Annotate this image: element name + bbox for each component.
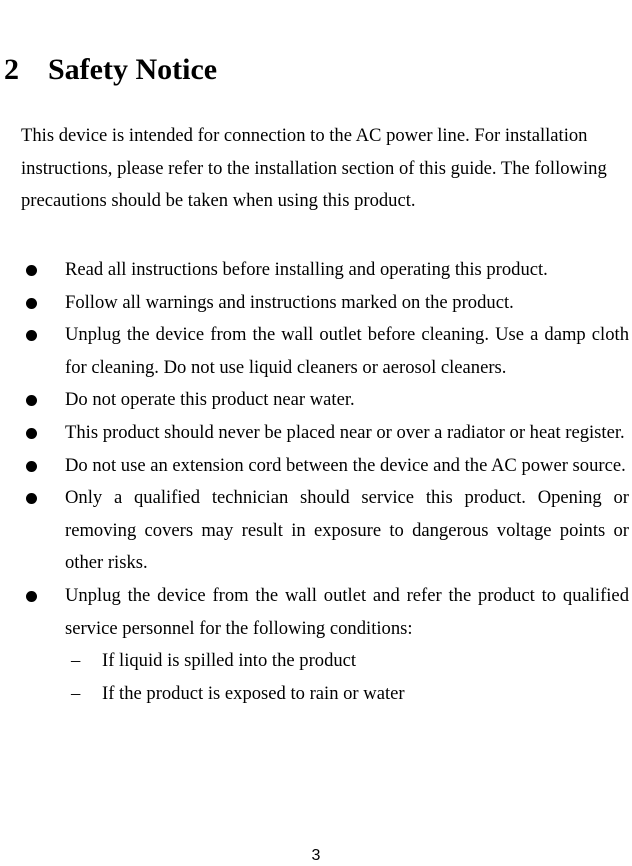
precaution-text: Only a qualified technician should service this product. Opening or removing covers may result in exposure to dangerous voltage points or other risks. — [65, 487, 629, 574]
precautions-list — [0, 254, 632, 710]
precaution-item — [0, 254, 629, 287]
precaution-item — [0, 384, 629, 417]
condition-text: If liquid is spilled into the product — [102, 650, 357, 672]
precaution-text: Unplug the device from the wall outlet and refer the product to qualified service personnel for the following conditions: — [65, 584, 629, 639]
precaution-item — [0, 482, 629, 580]
condition-item — [65, 678, 629, 711]
precaution-text: Do not operate this product near water. — [65, 389, 355, 411]
page-number: 3 — [311, 847, 321, 864]
intro-paragraph: This device is intended for connection to the AC power line. For installation instructions, please refer to the installation section of this guide. The following precautions should be taken when using this product. — [21, 125, 607, 212]
precaution-text: Read all instructions before installing and operating this product. — [65, 259, 548, 280]
precaution-item — [0, 287, 629, 320]
precaution-text: Unplug the device from the wall outlet before cleaning. Use a damp cloth for cleaning. Do not use liquid cleaners or aerosol cleaners. — [65, 324, 629, 378]
bullet-dot-icon — [26, 591, 37, 602]
precaution-item — [0, 450, 629, 483]
dash-icon: – — [71, 682, 81, 704]
bullet-dot-icon — [26, 298, 37, 309]
bullet-dot-icon — [26, 493, 37, 504]
section-title: Safety Notice — [48, 53, 218, 86]
condition-item — [65, 645, 629, 678]
precaution-text: Do not use an extension cord between the device and the AC power source. — [65, 454, 626, 476]
section-number: 2 — [4, 53, 19, 86]
precaution-item — [0, 319, 629, 384]
precaution-item — [0, 580, 629, 710]
section-heading — [4, 50, 217, 90]
condition-text: If the product is exposed to rain or water — [102, 682, 405, 704]
bullet-dot-icon — [26, 461, 37, 472]
dash-icon: – — [71, 650, 81, 672]
bullet-dot-icon — [26, 265, 37, 276]
precaution-text: This product should never be placed near or over a radiator or heat register. — [65, 421, 625, 443]
precaution-item — [0, 417, 629, 450]
bullet-dot-icon — [26, 395, 37, 406]
bullet-dot-icon — [26, 428, 37, 439]
precaution-text: Follow all warnings and instructions marked on the product. — [65, 291, 514, 313]
conditions-list — [65, 645, 629, 710]
bullet-dot-icon — [26, 330, 37, 341]
